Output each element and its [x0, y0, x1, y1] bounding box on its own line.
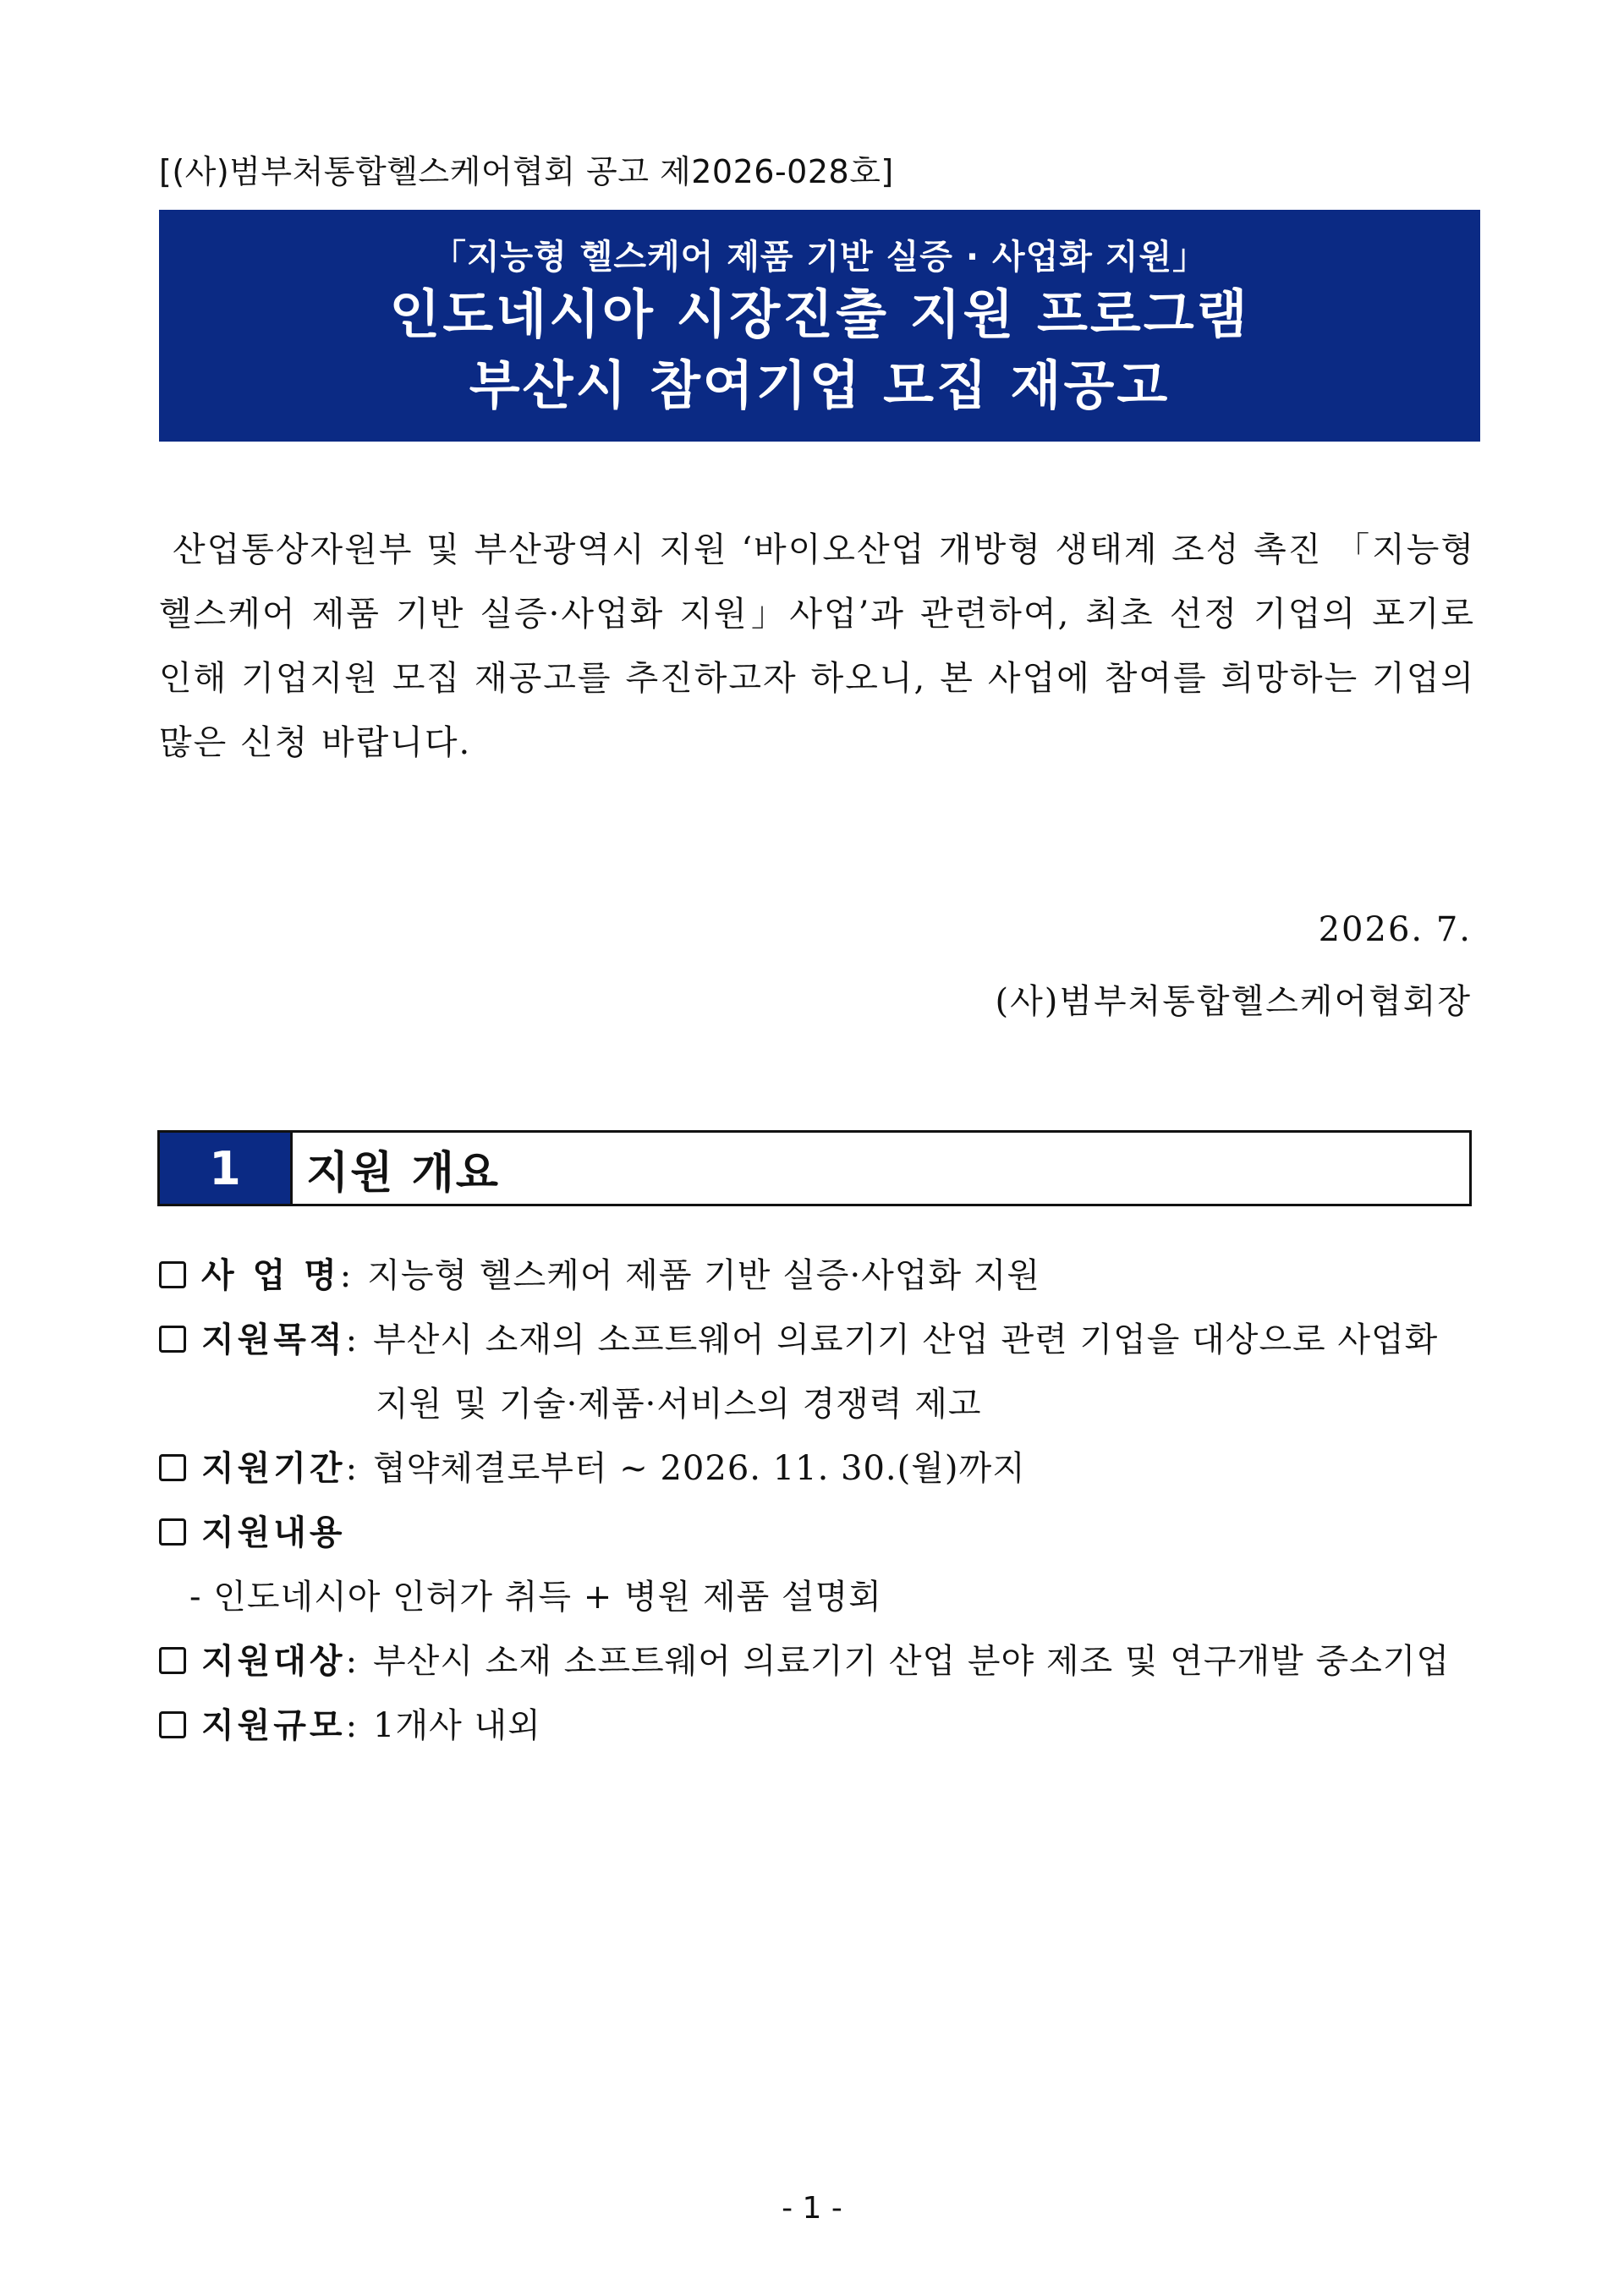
title-line-2: 부산시 참여기업 모집 재공고 — [469, 354, 1171, 416]
section-number: 1 — [160, 1133, 293, 1204]
list-item-content-detail: - 인도네시아 인허가 취득 + 병원 제품 설명회 — [189, 1578, 882, 1617]
list-item-project-name — [157, 1244, 1477, 1308]
item-colon: : — [345, 1320, 359, 1359]
checkbox-square-icon — [159, 1261, 186, 1288]
title-subtitle: 「지능형 헬스케어 제품 기반 실증 · 사업화 지원」 — [431, 238, 1208, 277]
overview-list — [157, 1244, 1477, 1758]
section-header — [157, 1130, 1472, 1206]
item-colon: : — [345, 1449, 359, 1488]
checkbox-square-icon — [159, 1711, 186, 1738]
item-colon: : — [345, 1642, 359, 1681]
list-item-purpose — [157, 1308, 1477, 1372]
list-item-scale — [157, 1694, 1477, 1758]
item-colon: : — [345, 1706, 359, 1745]
list-item-purpose-continuation: 지원 및 기술·제품·서비스의 경쟁력 제고 — [376, 1385, 982, 1424]
item-label: 사 업 명 — [201, 1256, 340, 1295]
issuer-name: (사)범부처통합헬스케어협회장 — [995, 982, 1472, 1021]
item-colon: : — [339, 1256, 353, 1295]
item-label: 지원목적 — [201, 1320, 346, 1359]
item-value: 협약체결로부터 ~ 2026. 11. 30.(월)까지 — [373, 1449, 1026, 1488]
item-value: 부산시 소재의 소프트웨어 의료기기 산업 관련 기업을 대상으로 사업화 — [373, 1320, 1439, 1359]
title-banner — [159, 210, 1480, 442]
intro-paragraph: 산업통상자원부 및 부산광역시 지원 ‘바이오산업 개방형 생태계 조성 촉진 「지능형 헬스케어 제품 기반 실증·사업화 지원」사업’과 관련하여, 최초 선정 기업의 포기로 인해 기업지원 모집 재공고를 추진하고자 하오니, 본 사업에 참여를 희망하는 기업의 많은 신청 바랍니다. — [159, 530, 1475, 762]
announcement-date: 2026. 7. — [1318, 910, 1472, 949]
item-label: 지원기간 — [201, 1449, 346, 1488]
list-item-content — [157, 1501, 1477, 1565]
checkbox-square-icon — [159, 1326, 186, 1353]
page-number: - 1 - — [782, 2191, 842, 2226]
list-item-period — [157, 1436, 1477, 1501]
item-label: 지원규모 — [201, 1706, 346, 1745]
list-item-target — [157, 1629, 1477, 1694]
section-title: 지원 개요 — [306, 1147, 501, 1199]
item-label: 지원내용 — [201, 1513, 346, 1552]
item-label: 지원대상 — [201, 1642, 346, 1681]
item-value: 부산시 소재 소프트웨어 의료기기 산업 분야 제조 및 연구개발 중소기업 — [373, 1642, 1451, 1681]
checkbox-square-icon — [159, 1518, 186, 1546]
notice-number: [(사)범부처통합헬스케어협회 공고 제2026-028호] — [159, 153, 894, 190]
checkbox-square-icon — [159, 1454, 186, 1481]
title-line-1: 인도네시아 시장진출 지원 프로그램 — [389, 283, 1250, 345]
item-value: 1개사 내외 — [373, 1706, 541, 1745]
item-value: 지능형 헬스케어 제품 기반 실증·사업화 지원 — [367, 1256, 1041, 1295]
checkbox-square-icon — [159, 1647, 186, 1674]
